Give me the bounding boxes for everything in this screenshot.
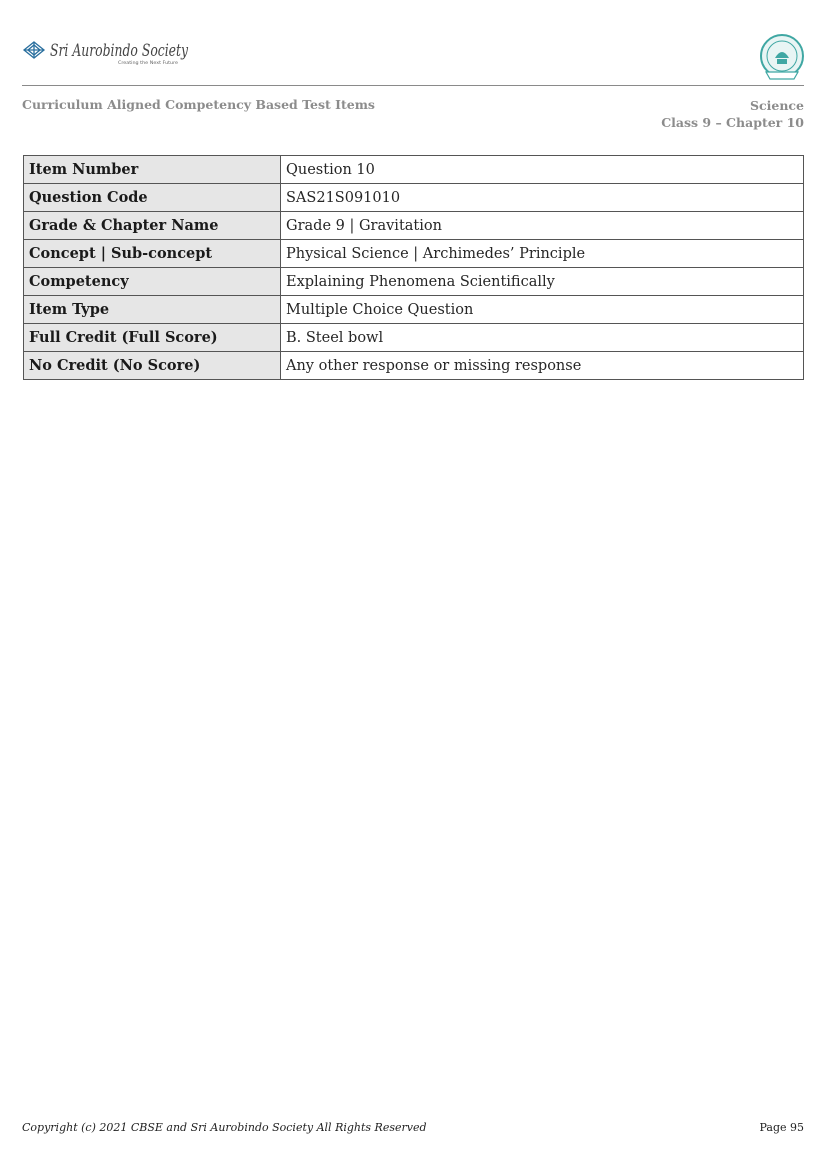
table-row [24, 212, 804, 240]
document-series-title: Curriculum Aligned Competency Based Test Items [22, 97, 375, 112]
subject-name: Science [750, 98, 804, 113]
row-value: B. Steel bowl [281, 324, 804, 352]
row-label: Item Number [24, 156, 281, 184]
lotus-emblem-icon [24, 42, 44, 58]
table-row [24, 352, 804, 380]
row-label: No Credit (No Score) [24, 352, 281, 380]
row-label: Grade & Chapter Name [24, 212, 281, 240]
row-label: Full Credit (Full Score) [24, 324, 281, 352]
class-chapter: Class 9 – Chapter 10 [661, 115, 804, 130]
svg-text:Creating the Next Future: Creating the Next Future [118, 61, 174, 66]
copyright-notice: Copyright (c) 2021 CBSE and Sri Aurobindo Society All Rights Reserved [22, 1121, 427, 1134]
subject-info [661, 97, 804, 131]
row-value: Physical Science | Archimedes’ Principle [281, 240, 804, 268]
row-value: Multiple Choice Question [281, 296, 804, 324]
cbse-logo [758, 32, 806, 84]
table-row [24, 324, 804, 352]
table-row [24, 184, 804, 212]
sri-aurobindo-society-logo [22, 36, 192, 70]
row-label: Competency [24, 268, 281, 296]
row-label: Question Code [24, 184, 281, 212]
table-row [24, 268, 804, 296]
page-number: Page 95 [759, 1121, 804, 1134]
item-metadata-table [23, 155, 804, 380]
svg-text:Sri Aurobindo Society: Sri Aurobindo Society [50, 41, 189, 61]
row-label: Concept | Sub-concept [24, 240, 281, 268]
row-value: Question 10 [281, 156, 804, 184]
table-row [24, 296, 804, 324]
table-row [24, 156, 804, 184]
row-value: SAS21S091010 [281, 184, 804, 212]
table-row [24, 240, 804, 268]
row-value: Any other response or missing response [281, 352, 804, 380]
header-divider [22, 85, 804, 86]
row-value: Grade 9 | Gravitation [281, 212, 804, 240]
row-value: Explaining Phenomena Scientifically [281, 268, 804, 296]
row-label: Item Type [24, 296, 281, 324]
